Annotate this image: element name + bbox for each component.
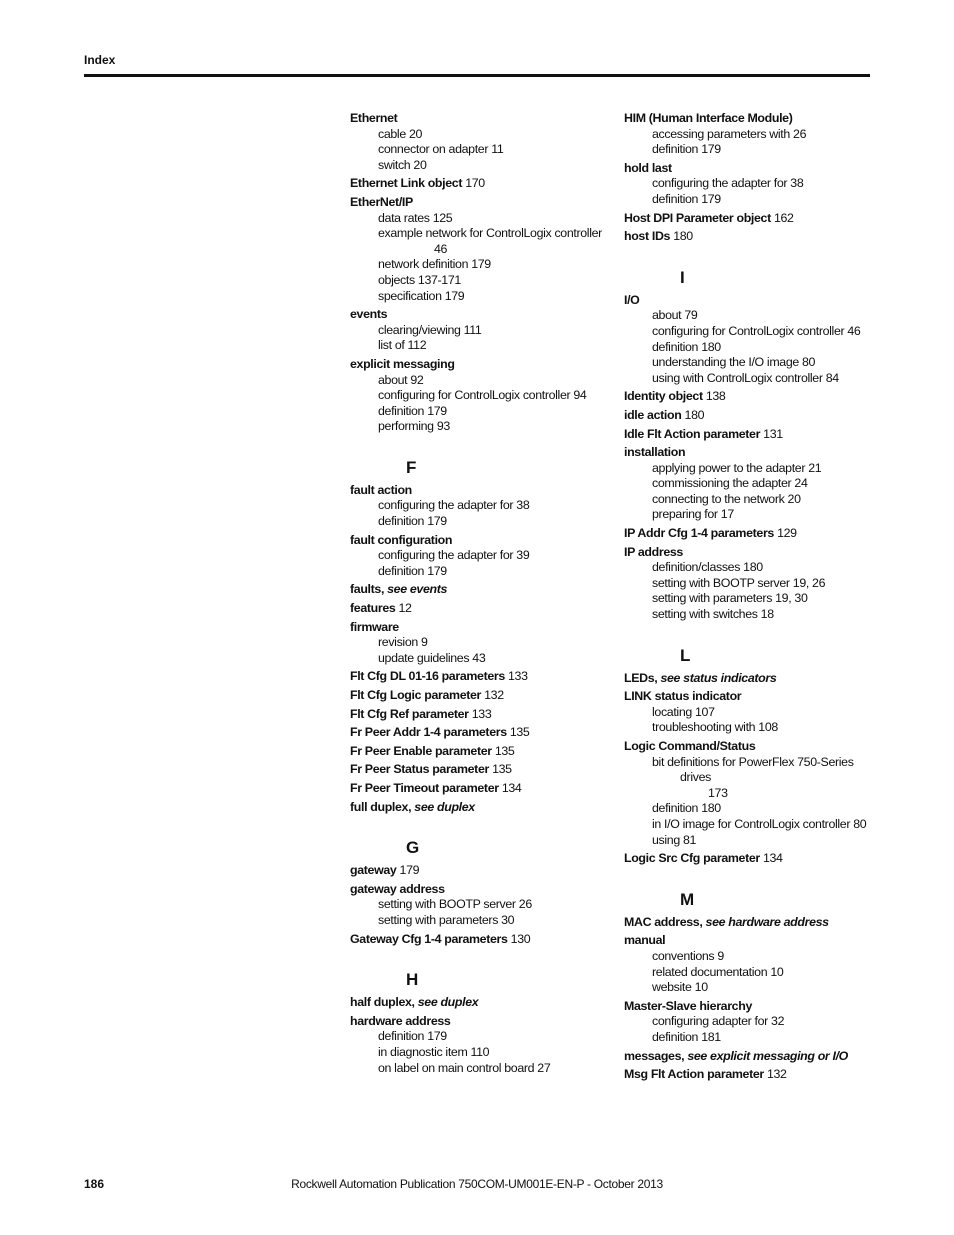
index-sub-entry: applying power to the adapter 21	[652, 460, 822, 475]
index-term: faults,	[350, 582, 385, 597]
index-term: Flt Cfg Ref parameter	[350, 706, 469, 721]
index-sub-entry: configuring adapter for 32	[652, 1014, 785, 1029]
index-sub-entry: definition 179	[378, 563, 447, 578]
index-main-entry	[350, 601, 605, 617]
index-main-entry	[624, 293, 879, 309]
index-main-entry	[624, 1067, 879, 1083]
index-main-entry	[350, 882, 605, 898]
index-term: Host DPI Parameter object	[624, 210, 771, 225]
index-main-entry	[624, 161, 879, 177]
index-sub-entry: setting with BOOTP server 19, 26	[652, 575, 826, 590]
index-sub-text: bit definitions for PowerFlex 750-Series drives	[652, 754, 854, 785]
index-term: host IDs	[624, 229, 671, 244]
index-sub-page: 46	[434, 241, 448, 256]
index-sub-entry: objects 137-171	[378, 272, 461, 287]
index-sub-entry: configuring the adapter for 38	[652, 176, 804, 191]
index-term: half duplex,	[350, 995, 415, 1010]
index-sub-entry: data rates 125	[378, 210, 453, 225]
index-main-entry	[350, 533, 605, 549]
index-term: Identity object	[624, 389, 703, 404]
index-page-ref: 135	[494, 743, 515, 758]
index-sub-entry: about 79	[652, 308, 698, 323]
index-main-entry	[350, 995, 605, 1011]
index-see-reference: see explicit messaging or I/O	[687, 1048, 848, 1063]
index-page-ref: 133	[508, 669, 528, 684]
index-term: EtherNet/IP	[350, 194, 413, 209]
index-sub-entry: in diagnostic item 110	[378, 1044, 490, 1059]
index-page-ref: 180	[673, 229, 693, 244]
index-term: fault configuration	[350, 532, 453, 547]
index-main-entry	[350, 863, 605, 879]
index-sub-entry: accessing parameters with 26	[652, 126, 807, 141]
index-main-entry	[624, 671, 879, 687]
index-sub-entry: setting with parameters 30	[378, 912, 515, 927]
index-see-reference: see duplex	[417, 995, 479, 1010]
index-term: Logic Command/Status	[624, 739, 756, 753]
index-main-entry	[350, 725, 605, 741]
index-sub-entry: configuring the adapter for 39	[378, 548, 530, 563]
index-sub-entry: configuring for ControlLogix controller 94	[378, 388, 587, 403]
index-sub-entry: definition 180	[652, 801, 721, 816]
index-term: Ethernet Link object	[350, 176, 463, 191]
index-see-reference: see hardware address	[705, 914, 829, 929]
index-term: LINK status indicator	[624, 689, 742, 704]
index-page-ref: 131	[763, 426, 783, 441]
index-main-entry	[624, 389, 879, 405]
index-page-ref: 129	[777, 526, 797, 541]
index-sub-entry: definition 180	[652, 339, 721, 354]
index-main-entry	[350, 582, 605, 598]
index-term: MAC address,	[624, 914, 703, 929]
publication-footer: Rockwell Automation Publication 750COM-UM001E-EN-P - October 2013	[291, 1177, 663, 1191]
index-main-entry	[350, 744, 605, 760]
index-term: Gateway Cfg 1-4 parameters	[350, 931, 508, 946]
index-term: fault action	[350, 482, 412, 497]
index-term: full duplex,	[350, 799, 412, 814]
index-term: Fr Peer Addr 1-4 parameters	[350, 725, 507, 740]
index-term: HIM (Human Interface Module)	[624, 111, 793, 125]
index-main-entry	[350, 800, 605, 816]
index-term: gateway	[350, 863, 397, 878]
index-page-ref: 12	[398, 601, 412, 616]
header-rule	[84, 74, 870, 77]
index-page-ref: 130	[510, 931, 531, 946]
index-term: manual	[624, 933, 666, 948]
index-letter-heading: I	[680, 267, 685, 287]
index-term: Fr Peer Enable parameter	[350, 743, 492, 758]
index-sub-entry: preparing for 17	[652, 507, 734, 522]
index-term: messages,	[624, 1048, 685, 1063]
index-main-entry	[350, 357, 605, 373]
index-sub-text: example network for ControlLogix controller	[378, 226, 602, 241]
index-sub-entry: locating 107	[652, 704, 715, 719]
page-number: 186	[84, 1177, 105, 1191]
index-page-ref: 133	[471, 706, 492, 721]
index-page-ref: 162	[773, 210, 794, 225]
index-main-entry	[350, 781, 605, 797]
index-sub-entry: using 81	[652, 832, 697, 847]
index-term: Idle Flt Action parameter	[624, 426, 761, 441]
index-sub-page: 173	[708, 785, 728, 800]
index-main-entry	[624, 933, 879, 949]
index-sub-entry: related documentation 10	[652, 964, 784, 979]
index-main-entry	[624, 445, 879, 461]
index-main-entry	[624, 739, 879, 755]
index-sub-entry: definition 179	[652, 142, 721, 157]
index-main-entry	[624, 915, 879, 931]
index-main-entry	[350, 111, 605, 127]
index-sub-entry: definition 181	[652, 1029, 721, 1044]
index-term: features	[350, 601, 396, 616]
index-main-entry	[350, 176, 605, 192]
index-sub-entry: conventions 9	[652, 948, 724, 963]
index-sub-entry: definition 179	[378, 514, 447, 529]
index-sub-entry: using with ControlLogix controller 84	[652, 370, 839, 385]
index-page-ref: 138	[705, 389, 726, 404]
index-sub-entry: clearing/viewing 111	[378, 322, 482, 337]
index-sub-entry: revision 9	[378, 635, 428, 650]
index-page-ref: 134	[762, 851, 783, 866]
index-main-entry	[350, 195, 605, 211]
index-sub-entry: configuring for ControlLogix controller 46	[652, 323, 861, 338]
index-main-entry	[350, 483, 605, 499]
index-main-entry	[350, 669, 605, 685]
index-term: Fr Peer Status parameter	[350, 762, 489, 777]
index-main-entry	[624, 689, 879, 705]
index-term: gateway address	[350, 881, 445, 896]
index-sub-entry: connector on adapter 11	[378, 142, 504, 157]
index-sub-entry: configuring the adapter for 38	[378, 498, 530, 513]
index-sub-entry: update guidelines 43	[378, 650, 486, 665]
index-sub-entry: network definition 179	[378, 257, 491, 272]
index-sub-entry: definition/classes 180	[652, 560, 763, 575]
index-main-entry	[350, 707, 605, 723]
index-term: Fr Peer Timeout parameter	[350, 780, 499, 795]
index-term: Msg Flt Action parameter	[624, 1067, 764, 1082]
index-column-right	[624, 108, 879, 1083]
index-term: IP Addr Cfg 1-4 parameters	[624, 526, 774, 541]
index-page-ref: 179	[399, 863, 420, 878]
index-main-entry	[624, 545, 879, 561]
index-sub-entry: definition 179	[378, 1029, 447, 1044]
index-main-entry	[350, 620, 605, 636]
index-sub-entry: about 92	[378, 372, 424, 387]
index-sub-entry: definition 179	[378, 403, 447, 418]
index-page-ref: 134	[501, 780, 522, 795]
index-page-ref: 135	[492, 762, 512, 777]
index-main-entry	[350, 762, 605, 778]
index-term: events	[350, 307, 388, 322]
index-sub-entry: website 10	[652, 980, 708, 995]
index-term: idle action	[624, 407, 682, 422]
index-term: LEDs,	[624, 670, 658, 685]
index-term: IP address	[624, 544, 683, 559]
running-header: Index	[84, 53, 116, 67]
index-sub-entry: specification 179	[378, 288, 465, 303]
index-term: Ethernet	[350, 111, 398, 125]
index-page-ref: 132	[766, 1067, 787, 1082]
index-sub-entry: performing 93	[378, 419, 450, 434]
index-sub-entry: commissioning the adapter 24	[652, 476, 808, 491]
index-term: explicit messaging	[350, 356, 455, 371]
index-column-left	[350, 108, 605, 1076]
index-main-entry	[624, 526, 879, 542]
index-term: installation	[624, 445, 686, 460]
index-term: firmware	[350, 619, 399, 634]
index-sub-entry: on label on main control board 27	[378, 1060, 551, 1075]
index-sub-entry	[624, 755, 879, 802]
index-letter-heading: M	[680, 889, 694, 909]
index-letter-heading: H	[406, 970, 418, 990]
index-letter-heading: G	[406, 838, 419, 858]
index-see-reference: see duplex	[414, 799, 475, 814]
index-sub-entry: understanding the I/O image 80	[652, 355, 816, 370]
index-main-entry	[350, 307, 605, 323]
index-sub-entry: connecting to the network 20	[652, 491, 801, 506]
index-sub-entry: setting with switches 18	[652, 607, 774, 622]
index-page-ref: 135	[509, 725, 530, 740]
index-main-entry	[624, 999, 879, 1015]
index-main-entry	[624, 1049, 879, 1065]
index-sub-entry: definition 179	[652, 191, 721, 206]
index-main-entry	[624, 111, 879, 127]
index-sub-entry: in I/O image for ControlLogix controller 80	[652, 816, 867, 831]
index-page-ref: 132	[484, 688, 504, 702]
index-sub-entry: troubleshooting with 108	[652, 720, 778, 735]
index-term: Flt Cfg Logic parameter	[350, 688, 482, 702]
index-main-entry	[350, 688, 605, 704]
index-letter-heading: L	[680, 645, 691, 665]
index-main-entry	[350, 1014, 605, 1030]
index-main-entry	[624, 408, 879, 424]
index-sub-entry	[350, 226, 605, 257]
index-sub-entry: setting with parameters 19, 30	[652, 591, 808, 606]
index-sub-entry: setting with BOOTP server 26	[378, 897, 532, 912]
index-term: hardware address	[350, 1013, 451, 1028]
index-sub-entry: cable 20	[378, 126, 423, 141]
index-term: Master-Slave hierarchy	[624, 998, 752, 1013]
index-term: I/O	[624, 292, 640, 307]
index-term: Logic Src Cfg parameter	[624, 851, 760, 866]
index-main-entry	[624, 427, 879, 443]
index-see-reference: see status indicators	[660, 670, 777, 685]
index-sub-entry: list of 112	[378, 338, 427, 353]
index-term: Flt Cfg DL 01-16 parameters	[350, 669, 505, 684]
index-see-reference: see events	[387, 582, 448, 597]
index-main-entry	[624, 211, 879, 227]
index-main-entry	[624, 851, 879, 867]
index-sub-entry: switch 20	[378, 157, 427, 172]
index-term: hold last	[624, 160, 672, 175]
index-page-ref: 180	[684, 407, 705, 422]
index-main-entry	[350, 932, 605, 948]
index-page-ref: 170	[465, 176, 485, 191]
index-main-entry	[624, 229, 879, 245]
index-letter-heading: F	[406, 457, 417, 477]
